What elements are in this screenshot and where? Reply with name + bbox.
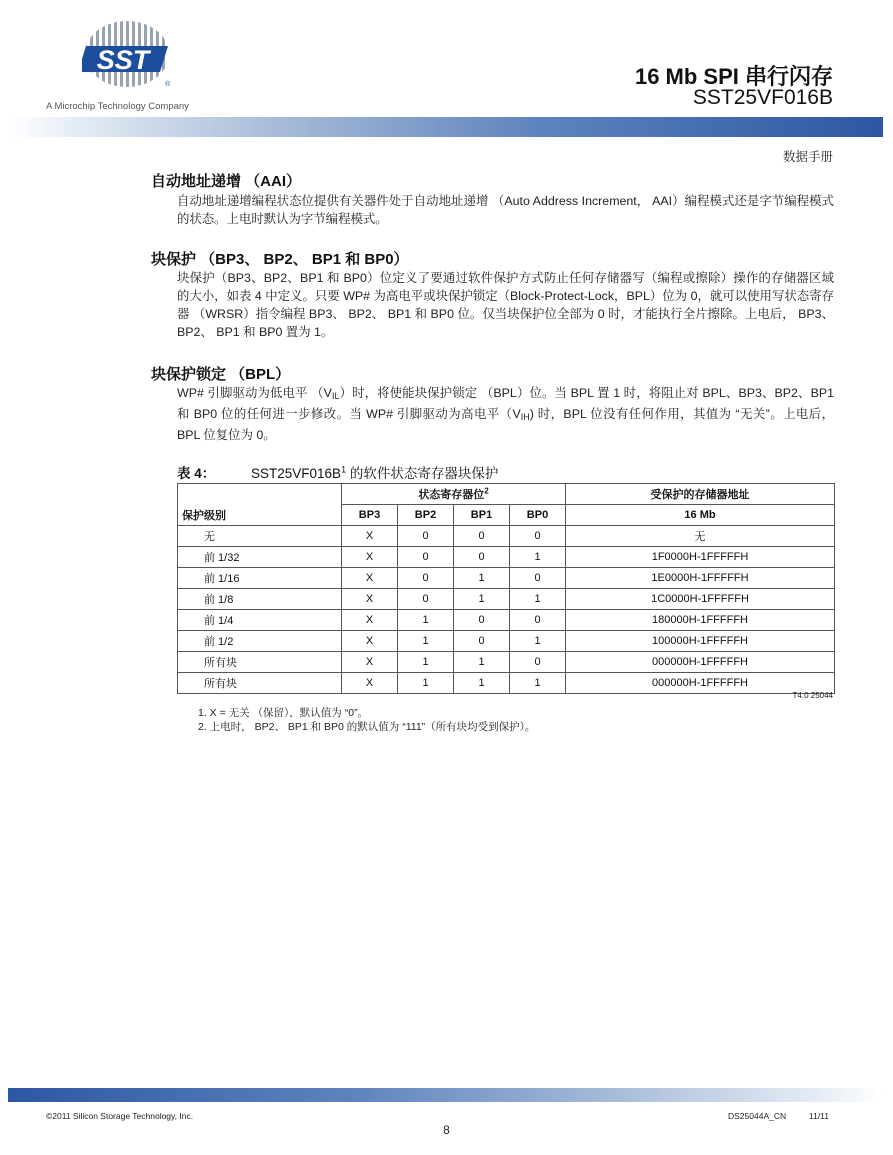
row-bp2: 1 xyxy=(398,652,454,673)
company-tagline: A Microchip Technology Company xyxy=(46,101,189,112)
row-bp0: 0 xyxy=(510,526,566,547)
row-bp1: 0 xyxy=(454,526,510,547)
row-bp2: 1 xyxy=(398,610,454,631)
row-bp1: 0 xyxy=(454,610,510,631)
bp3-header: BP3 xyxy=(342,505,398,526)
footer-gradient-bar xyxy=(8,1088,883,1102)
protection-level-header: 保护级别 xyxy=(178,484,342,526)
svg-text:®: ® xyxy=(165,81,171,88)
status-register-header: 状态寄存器位$^2$ xyxy=(342,484,566,505)
row-address: 1E0000H-1FFFFFH xyxy=(566,568,835,589)
row-bp3: X xyxy=(342,610,398,631)
row-address: 000000H-1FFFFFH xyxy=(566,673,835,694)
row-bp1: 0 xyxy=(454,631,510,652)
table-row xyxy=(178,631,835,652)
row-level: 所有块 xyxy=(178,652,342,673)
row-bp2: 0 xyxy=(398,568,454,589)
row-address: 180000H-1FFFFFH xyxy=(566,610,835,631)
row-bp2: 1 xyxy=(398,631,454,652)
row-address: 100000H-1FFFFFH xyxy=(566,631,835,652)
row-address: 无 xyxy=(566,526,835,547)
row-level: 前 1/8 xyxy=(178,589,342,610)
table-row xyxy=(178,610,835,631)
row-bp0: 1 xyxy=(510,589,566,610)
header-gradient-bar xyxy=(8,117,883,137)
row-bp1: 1 xyxy=(454,652,510,673)
row-level: 前 1/2 xyxy=(178,631,342,652)
section-body-aai: 自动地址递增编程状态位提供有关器件处于自动地址递增 （Auto Address Increment， AAI）编程模式还是字节编程模式的状态。上电时默认为字节编程模式。 xyxy=(177,194,834,226)
sst-logo xyxy=(82,18,172,96)
document-number: DS25044A_CN xyxy=(728,1111,787,1121)
table-row xyxy=(178,526,835,547)
section-body-bpl: WP# 引脚驱动为低电平 $(V_{IL})$时，将使能块保护锁定 （BPL）位。当 BPL 置 1 时，将阻止对 BPL、BP3、BP2、BP1 和 BP0 位的任何进一步修改。当 WP# 引脚驱动为高电平$(V_{IH})$ 时，BPL 位没有任何作用，其值为 “无关”。上电后， BPL 位复位为 0。 xyxy=(177,386,834,442)
table-note-2: 2. 上电时， BP2、 BP1 和 BP0 的默认值为 “111”（所有块均受到保护）。 xyxy=(198,721,536,733)
row-bp0: 0 xyxy=(510,610,566,631)
logo-wordmark: SST xyxy=(96,45,150,75)
document-type: 数据手册 xyxy=(782,150,833,164)
protected-address-header: 受保护的存储器地址 xyxy=(566,484,835,505)
table-row xyxy=(178,568,835,589)
row-bp2: 0 xyxy=(398,547,454,568)
row-bp3: X xyxy=(342,652,398,673)
row-address: 000000H-1FFFFFH xyxy=(566,652,835,673)
table-row xyxy=(178,673,835,694)
row-bp0: 1 xyxy=(510,631,566,652)
part-number: SST25VF016B xyxy=(692,86,833,109)
row-bp3: X xyxy=(342,673,398,694)
row-address: 1C0000H-1FFFFFH xyxy=(566,589,835,610)
row-bp2: 0 xyxy=(398,589,454,610)
table-code: T4.0 25044 xyxy=(792,691,833,700)
row-address: 1F0000H-1FFFFFH xyxy=(566,547,835,568)
row-level: 前 1/4 xyxy=(178,610,342,631)
document-title: 16 Mb SPI 串行闪存 xyxy=(634,64,833,89)
row-bp0: 1 xyxy=(510,547,566,568)
row-bp3: X xyxy=(342,589,398,610)
size-header: 16 Mb xyxy=(566,505,835,526)
row-bp1: 1 xyxy=(454,673,510,694)
row-bp3: X xyxy=(342,547,398,568)
copyright: ©2011 Silicon Storage Technology, Inc. xyxy=(46,1111,194,1121)
row-bp3: X xyxy=(342,631,398,652)
row-level: 所有块 xyxy=(178,673,342,694)
table-row xyxy=(178,589,835,610)
table-row xyxy=(178,547,835,568)
table-header-row xyxy=(178,484,835,505)
section-title-block-protect: 块保护 （BP3、 BP2、 BP1 和 BP0） xyxy=(151,251,409,268)
bp0-header: BP0 xyxy=(510,505,566,526)
row-level: 无 xyxy=(178,526,342,547)
row-bp0: 0 xyxy=(510,652,566,673)
row-bp3: X xyxy=(342,526,398,547)
row-bp1: 1 xyxy=(454,568,510,589)
row-bp2: 0 xyxy=(398,526,454,547)
row-level: 前 1/16 xyxy=(178,568,342,589)
row-bp1: 1 xyxy=(454,589,510,610)
bp2-header: BP2 xyxy=(398,505,454,526)
row-bp0: 1 xyxy=(510,673,566,694)
table-caption: 表 4： $SST25VF016B^1$ 的软件状态寄存器块保护 xyxy=(177,462,498,482)
row-bp3: X xyxy=(342,568,398,589)
page-number: 8 xyxy=(443,1123,450,1137)
block-protection-table xyxy=(177,483,835,694)
row-level: 前 1/32 xyxy=(178,547,342,568)
section-title-aai: 自动地址递增 （AAI） xyxy=(151,173,302,190)
row-bp2: 1 xyxy=(398,673,454,694)
table-note-1: 1. X = 无关 （保留），默认值为 “0”。 xyxy=(198,707,369,719)
table-label: 表 4： xyxy=(177,466,216,481)
row-bp1: 0 xyxy=(454,547,510,568)
bp1-header: BP1 xyxy=(454,505,510,526)
row-bp0: 0 xyxy=(510,568,566,589)
table-row xyxy=(178,652,835,673)
section-body-block-protect: 块保护（BP3、BP2、BP1 和 BP0）位定义了要通过软件保护方式防止任何存储器写（编程或擦除）操作的存储器区域的大小，如表 4 中定义。只要 WP# 为高电平或块保护锁定（Block-Protect-Lock，BPL）位为 0，就可以使用写状态寄存器 （WRSR）指令编程 BP3、 BP2、 BP1 和 BP0 位。仅当块保护位全部为 0 时，才能执行全片擦除。上电后， BP3、 BP2、 BP1 和 BP0 置为 1。 xyxy=(177,271,834,339)
section-title-bpl: 块保护锁定 （BPL） xyxy=(151,366,291,383)
document-date: 11/11 xyxy=(809,1111,830,1121)
